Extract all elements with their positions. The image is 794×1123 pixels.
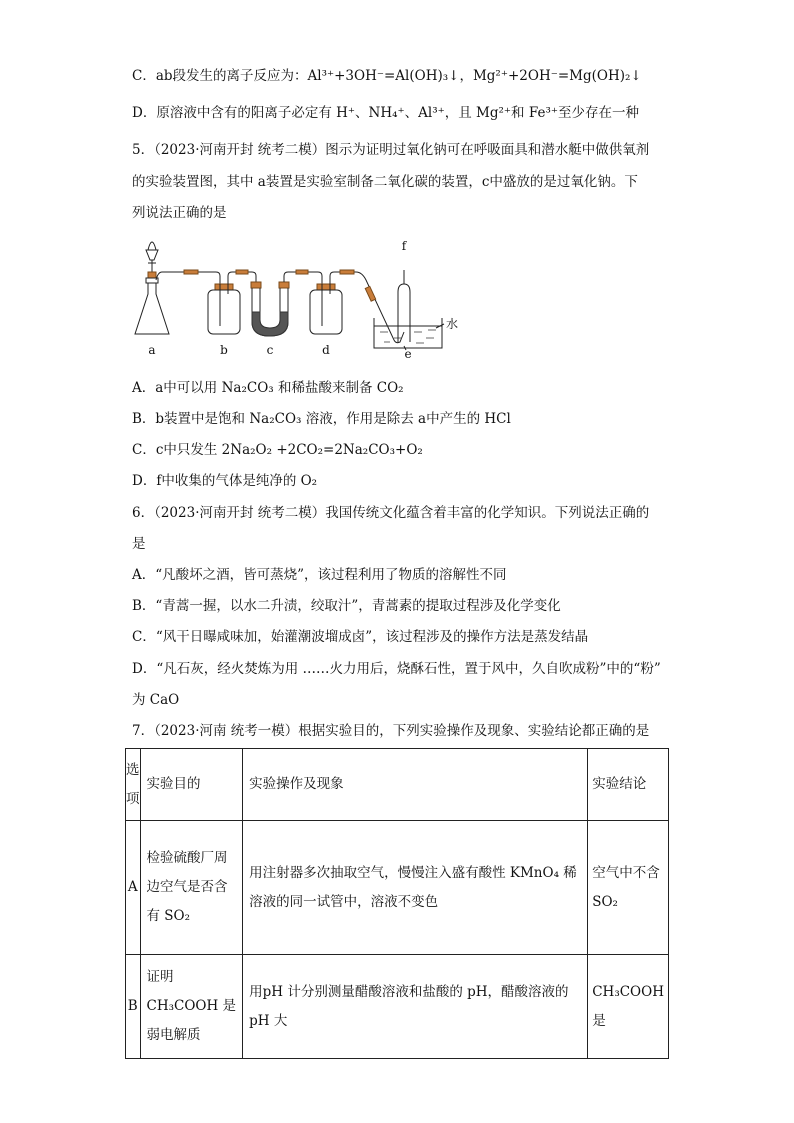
row-a-option: A [126,821,141,955]
label-a: a [148,343,156,357]
q6-stem-line-2: 是 [132,536,146,552]
header-conclusion: 实验结论 [588,749,669,821]
q5-option-d: D．f中收集的气体是纯净的 O₂ [132,473,318,489]
wash-bottle-d [310,284,342,334]
q6-option-a: A．“凡酸坏之酒，皆可蒸烧”，该过程利用了物质的溶解性不同 [132,567,507,583]
table-header-row [126,749,669,821]
u-tube-c [251,282,289,336]
wash-bottle-b [208,284,240,334]
label-water: 水 [445,317,459,331]
header-operation: 实验操作及现象 [243,749,588,821]
table-row [126,955,669,1059]
water-trough-e [374,318,442,348]
q5-stem-line-1: 5．（2023·河南开封 统考二模）图示为证明过氧化钠可在呼吸面具和潜水艇中做供氧剂 [132,142,650,158]
row-b-aim: 证明 CH₃COOH 是弱电解质 [140,955,243,1059]
q5-stem-line-3: 列说法正确的是 [132,205,227,221]
q5-stem-line-2: 的实验装置图，其中 a装置是实验室制备二氧化碳的装置，c中盛放的是过氧化钠。下 [132,174,638,190]
separatory-funnel [146,242,158,272]
q6-option-d: D．“凡石灰，经火焚炼为用 ……火力用后，烧酥石性，置于风中，久自吹成粉”中的“粉” [132,661,661,677]
flask-a [135,272,169,334]
q7-options-table [125,748,669,1059]
row-a-conclusion: 空气中不含 SO₂ [588,821,669,955]
q6-stem-line-1: 6．（2023·河南开封 统考二模）我国传统文化蕴含着丰富的化学知识。下列说法正确的 [132,505,650,521]
q6-option-d-cont: 为 CaO [132,692,180,708]
q4-option-c: C．ab段发生的离子反应为：Al³⁺+3OH⁻=Al(OH)₃↓，Mg²⁺+2OH⁻=Mg(OH)₂↓ [132,68,642,84]
q6-option-b: B．“青蒿一握，以水二升渍，绞取汁”，青蒿素的提取过程涉及化学变化 [132,598,561,614]
q7-stem: 7．（2023·河南 统考一模）根据实验目的，下列实验操作及现象、实验结论都正确的是 [132,723,650,739]
label-e: e [404,347,412,360]
experiment-apparatus-diagram [132,232,472,360]
row-a-aim: 检验硫酸厂周边空气是否含有 SO₂ [140,821,243,955]
header-option: 选项 [126,749,141,821]
row-a-operation: 用注射器多次抽取空气，慢慢注入盛有酸性 KMnO₄ 稀溶液的同一试管中，溶液不变色 [243,821,588,955]
q5-option-c: C．c中只发生 2Na₂O₂ +2CO₂=2Na₂CO₃+O₂ [132,442,423,458]
q4-option-d: D．原溶液中含有的阳离子必定有 H⁺、NH₄⁺、Al³⁺，且 Mg²⁺和 Fe³⁺至少存在一种 [132,105,639,121]
label-d: d [322,343,330,357]
label-f: f [401,239,407,253]
q6-option-c: C．“风干日曝咸味加，始灌潮波塯成卤”，该过程涉及的操作方法是蒸发结晶 [132,629,589,645]
label-b: b [220,343,228,357]
q5-option-a: A．a中可以用 Na₂CO₃ 和稀盐酸来制备 CO₂ [132,380,404,396]
row-b-option: B [126,955,141,1059]
row-b-operation: 用pH 计分别测量醋酸溶液和盐酸的 pH，醋酸溶液的 pH 大 [243,955,588,1059]
row-b-conclusion: CH₃COOH是 [588,955,669,1059]
label-c: c [266,343,274,357]
header-aim: 实验目的 [140,749,243,821]
table-row [126,821,669,955]
q5-option-b: B．b装置中是饱和 Na₂CO₃ 溶液，作用是除去 a中产生的 HCl [132,411,511,427]
